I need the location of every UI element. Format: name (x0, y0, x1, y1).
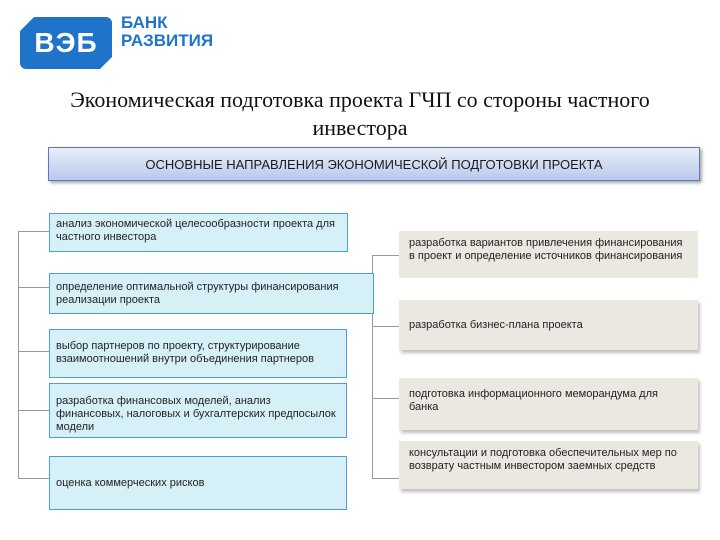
title-line-2: инвестора (312, 115, 408, 140)
left-item-1: анализ экономической целесообразности проекта для частного инвестора (49, 213, 348, 252)
title-line-1: Экономическая подготовка проекта ГЧП со стороны частного (70, 87, 650, 112)
right-branch-3 (372, 398, 399, 399)
right-item-2: разработка бизнес-плана проекта (399, 300, 698, 350)
left-branch-3 (18, 351, 49, 352)
right-item-1: разработка вариантов привлечения финансирования в проект и определение источников финансирования (399, 231, 698, 278)
right-branch-2 (372, 326, 399, 327)
left-branch-2 (18, 287, 49, 288)
left-item-5: оценка коммерческих рисков (49, 456, 347, 510)
logo-text (121, 14, 213, 50)
left-item-3: выбор партнеров по проекту, структурирование взаимоотношений внутри объединения партнеров (49, 329, 347, 378)
left-branch-5 (18, 478, 49, 479)
right-item-3: подготовка информационного меморандума для банка (399, 378, 698, 430)
logo-line-2: РАЗВИТИЯ (121, 31, 214, 50)
logo-line-1: БАНК (121, 13, 168, 32)
main-directions-header: ОСНОВНЫЕ НАПРАВЛЕНИЯ ЭКОНОМИЧЕСКОЙ ПОДГОТОВКИ ПРОЕКТА (48, 147, 700, 181)
slide-title (20, 86, 700, 142)
left-trunk-line (18, 231, 19, 479)
logo-abbreviation: ВЭБ (34, 27, 98, 58)
right-item-4: консультации и подготовка обеспечительных мер по возврату частным инвестором заемных средств (399, 441, 698, 489)
right-branch-4 (372, 478, 399, 479)
brand-logo (20, 17, 112, 69)
left-branch-4 (18, 410, 49, 411)
left-item-4: разработка финансовых моделей, анализ финансовых, налоговых и бухгалтерских предпосылок модели (49, 383, 347, 438)
left-item-2: определение оптимальной структуры финансирования реализации проекта (49, 273, 374, 314)
right-branch-1 (372, 255, 399, 256)
left-branch-1 (18, 231, 49, 232)
